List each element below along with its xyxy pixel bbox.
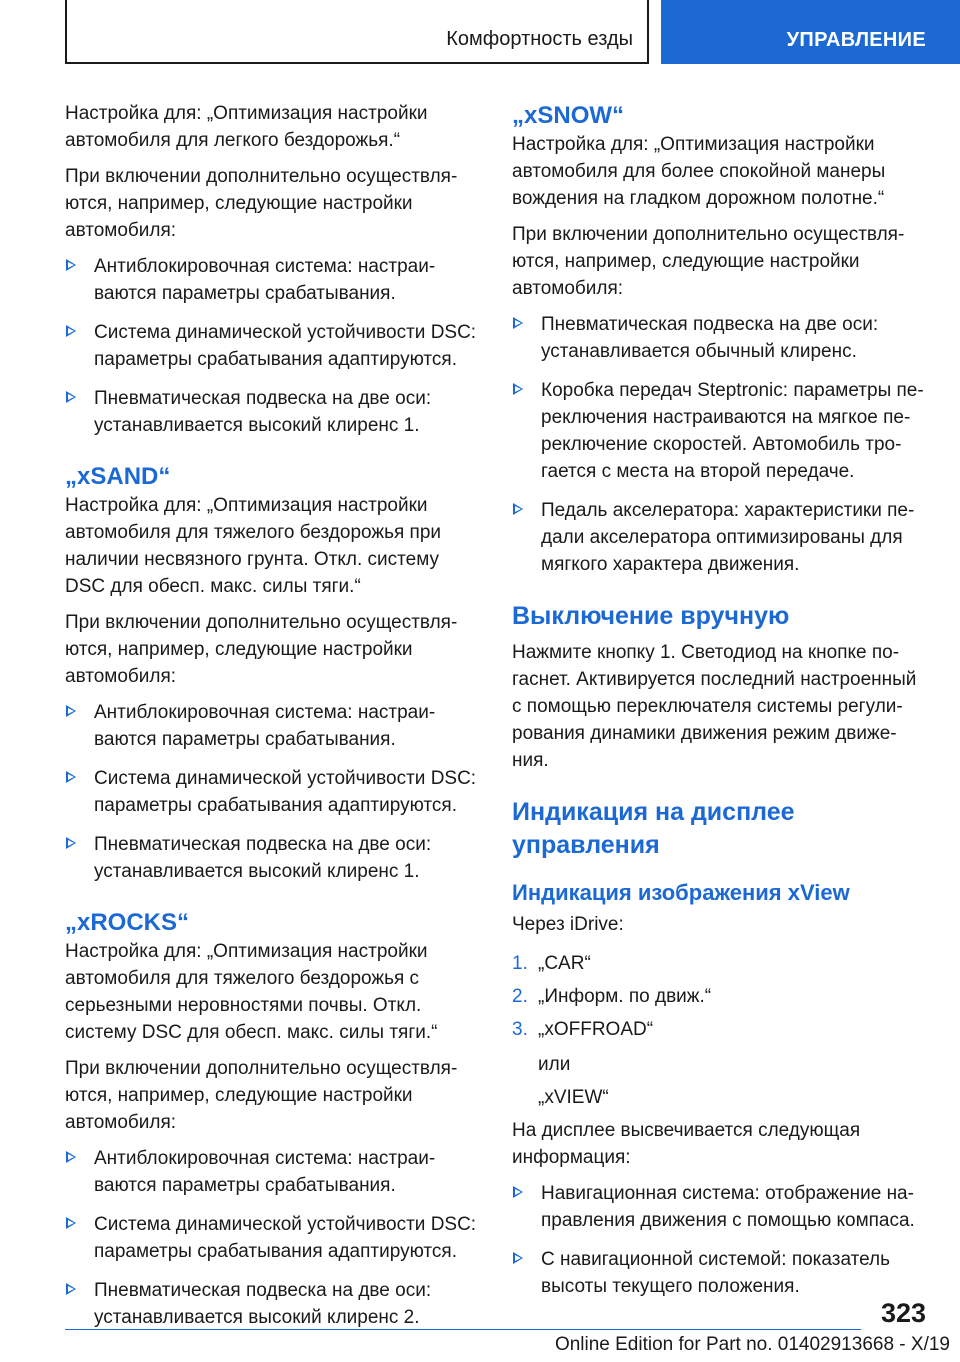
intro-bullet-list [65, 253, 477, 439]
section-tab [65, 0, 649, 64]
xsand-paragraph-1: Настройка для: „Оптимизация настройки автомобиля для тяжелого бездорожья при наличии несвязного грунта. Откл. систему DSC для обесп. макс. силы тяги.“ [65, 495, 442, 597]
list-item: Антиблокировочная система: настраиваются параметры срабатывания. [65, 253, 477, 307]
xview-heading: Индикация изображения xView [512, 880, 850, 905]
chapter-tab [661, 0, 960, 64]
list-item: Антиблокировочная система: настраиваются параметры срабатывания. [65, 1145, 477, 1199]
triangle-bullet-icon [513, 383, 523, 395]
intro-paragraph-1: Настройка для: „Оптимизация настройки автомобиля для легкого бездорожья.“ [65, 103, 428, 151]
list-item: Пневматическая подвеска на две оси: устанавливается высокий клиренс 1. [65, 831, 477, 885]
xsnow-heading: „xSNOW“ [512, 102, 625, 129]
list-item: 2. „Информ. по движ.“ [512, 986, 712, 1007]
info-paragraph: На дисплее высвечивается следующая информация: [512, 1120, 861, 1168]
section-title: Комфортность езды [446, 28, 633, 50]
triangle-bullet-icon [66, 1151, 76, 1163]
footer-divider [65, 1329, 861, 1330]
list-item: 1. „CAR“ [512, 953, 591, 974]
xsnow-bullet-list [512, 311, 926, 578]
list-item: 3. „xOFFROAD“ [512, 1019, 654, 1040]
list-item: С навигационной системой: показатель высоты текущего положения. [512, 1246, 926, 1300]
chapter-title: УПРАВЛЕНИЕ [786, 29, 926, 51]
list-item: Система динамической устойчивости DSC: параметры срабатывания адаптируются. [65, 765, 477, 819]
idrive-steps [512, 950, 926, 1043]
triangle-bullet-icon [513, 503, 523, 515]
triangle-bullet-icon [66, 325, 76, 337]
xrocks-bullet-list [65, 1145, 477, 1331]
list-item: Антиблокировочная система: настраиваются параметры срабатывания. [65, 699, 477, 753]
list-item: Пневматическая подвеска на две оси: устанавливается обычный клиренс. [512, 311, 926, 365]
list-item: Пневматическая подвеска на две оси: устанавливается высокий клиренс 1. [65, 385, 477, 439]
page-header [0, 0, 960, 66]
xsand-heading: „xSAND“ [65, 463, 171, 490]
xrocks-heading: „xROCKS“ [65, 909, 190, 936]
list-item: Навигационная система: отображение направления движения с помощью компаса. [512, 1180, 926, 1234]
triangle-bullet-icon [66, 771, 76, 783]
xrocks-paragraph-2: При включении дополнительно осуществляются, например, следующие настройки автомобиля: [65, 1058, 458, 1133]
list-item: Система динамической устойчивости DSC: параметры срабатывания адаптируются. [65, 1211, 477, 1265]
triangle-bullet-icon [66, 259, 76, 271]
triangle-bullet-icon [513, 1186, 523, 1198]
list-item: Пневматическая подвеска на две оси: устанавливается высокий клиренс 2. [65, 1277, 477, 1331]
list-item: Педаль акселератора: характеристики педали акселератора оптимизированы для мягкого характера движения. [512, 497, 926, 578]
triangle-bullet-icon [66, 1283, 76, 1295]
triangle-bullet-icon [513, 1252, 523, 1264]
triangle-bullet-icon [513, 317, 523, 329]
idrive-paragraph: Через iDrive: [512, 914, 624, 935]
info-bullet-list [512, 1180, 926, 1300]
left-column [65, 100, 477, 1353]
right-column [512, 100, 926, 1322]
or-text: или [538, 1054, 571, 1075]
manual-off-heading: Выключение вручную [512, 602, 790, 630]
intro-paragraph-2: При включении дополнительно осуществляются, например, следующие настройки автомобиля: [65, 166, 458, 241]
page-number: 323 [880, 1298, 926, 1328]
xrocks-paragraph-1: Настройка для: „Оптимизация настройки автомобиля для тяжелого бездорожья с серьезными неровностями почвы. Откл. систему DSC для обесп. макс. силы тяги.“ [65, 941, 438, 1043]
xsand-bullet-list [65, 699, 477, 885]
display-heading: Индикация на дисплее управления [512, 798, 795, 859]
triangle-bullet-icon [66, 837, 76, 849]
xsnow-paragraph-2: При включении дополнительно осуществляются, например, следующие настройки автомобиля: [512, 224, 905, 299]
triangle-bullet-icon [66, 705, 76, 717]
footer-edition: Online Edition for Part no. 01402913668 - X/19 [554, 1334, 950, 1355]
manual-off-paragraph: Нажмите кнопку 1. Светодиод на кнопке погаснет. Активируется последний настроенный с помощью переключателя системы регулирования динамики движения режим движения. [512, 642, 917, 771]
triangle-bullet-icon [66, 391, 76, 403]
xsand-paragraph-2: При включении дополнительно осуществляются, например, следующие настройки автомобиля: [65, 612, 458, 687]
list-item: Коробка передач Steptronic: параметры переключения настраиваются на мягкое переключение скоростей. Автомобиль трогается с места на второй передаче. [512, 377, 926, 485]
list-item: Система динамической устойчивости DSC: параметры срабатывания адаптируются. [65, 319, 477, 373]
xview-text: „xVIEW“ [538, 1087, 609, 1108]
triangle-bullet-icon [66, 1217, 76, 1229]
xsnow-paragraph-1: Настройка для: „Оптимизация настройки автомобиля для более спокойной манеры вождения на гладком дорожном полотне.“ [512, 134, 886, 209]
